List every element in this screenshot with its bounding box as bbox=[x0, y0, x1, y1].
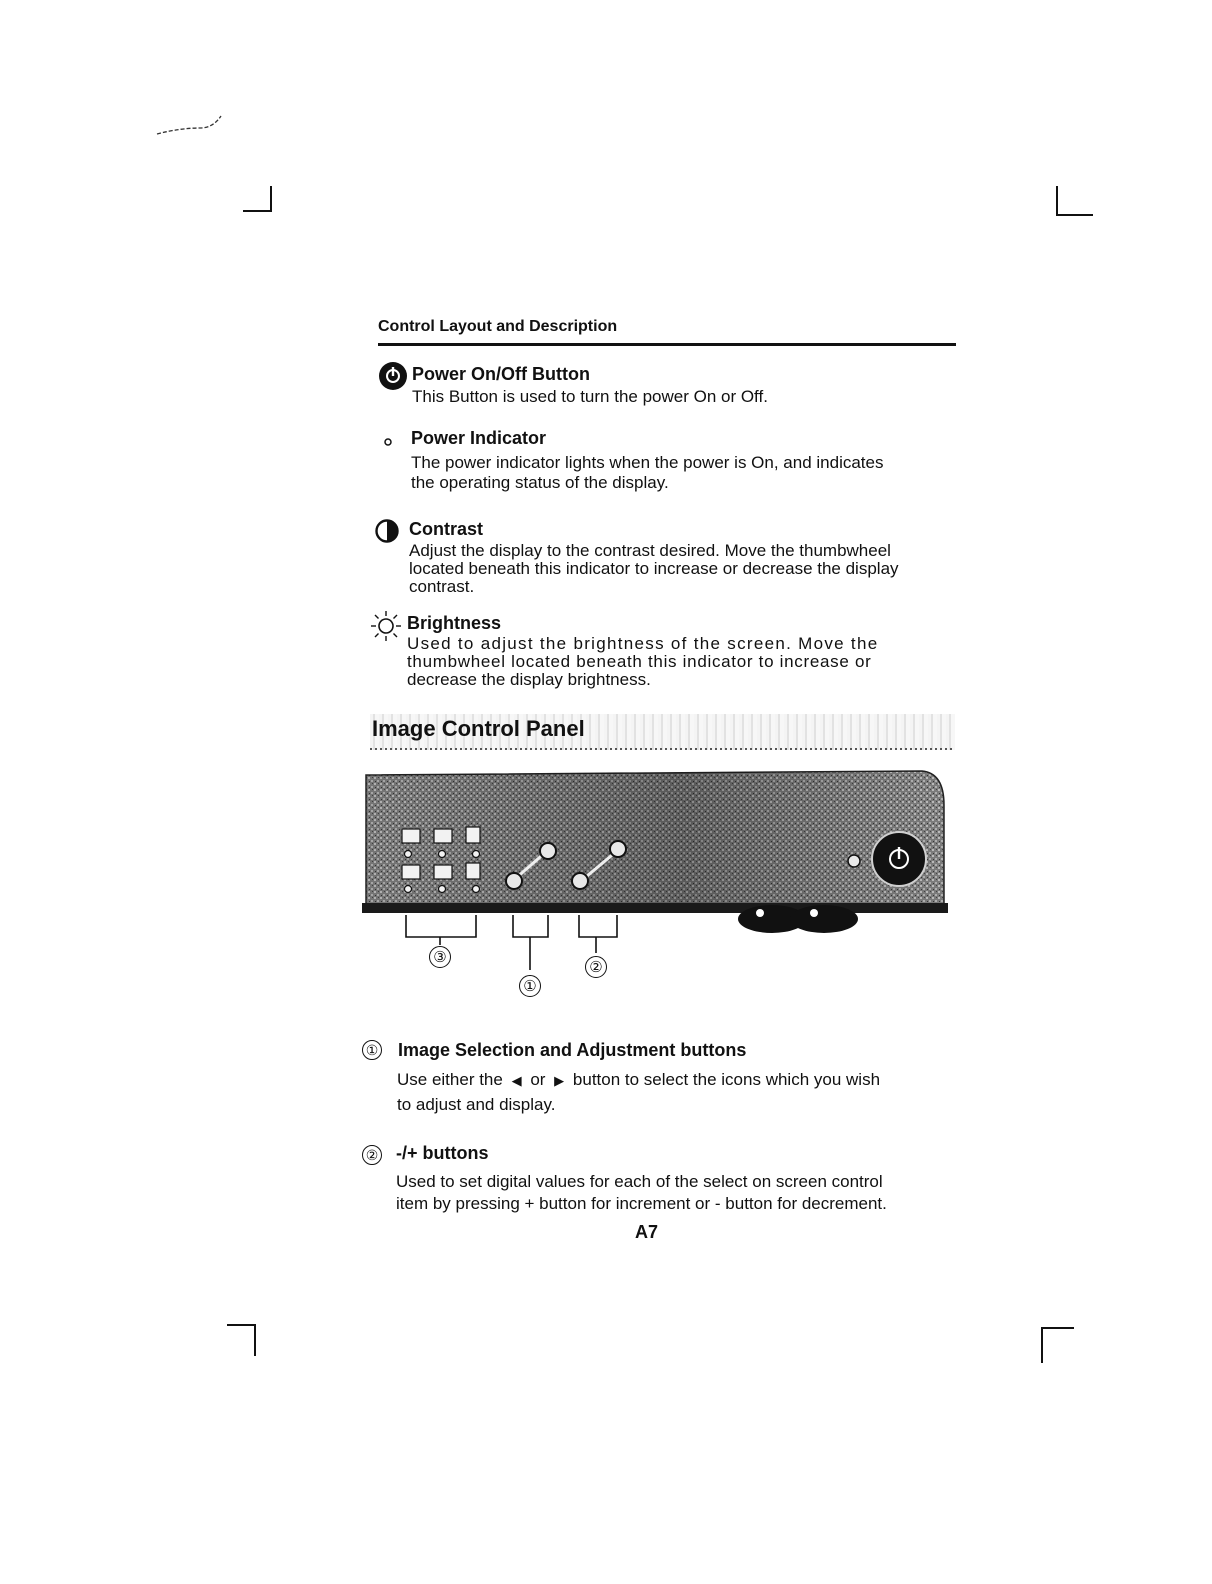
crop-mark-bottom-right bbox=[1041, 1327, 1043, 1363]
left-arrow-icon: ◀ bbox=[511, 1073, 522, 1088]
description-text-2-line1: Used to set digital values for each of the select on screen control bbox=[396, 1172, 883, 1191]
control-panel-illustration bbox=[362, 765, 948, 997]
control-text-power: This Button is used to turn the power On or Off. bbox=[412, 387, 768, 406]
right-arrow-icon: ▶ bbox=[554, 1073, 565, 1088]
control-text-contrast-2: located beneath this indicator to increase or decrease the display bbox=[409, 559, 899, 578]
callout-3-label: ③ bbox=[429, 946, 451, 968]
description-text-1-before: Use either the bbox=[397, 1070, 503, 1089]
control-text-indicator-2: the operating status of the display. bbox=[411, 473, 669, 492]
brightness-icon bbox=[369, 609, 403, 648]
section-divider bbox=[378, 343, 956, 346]
crop-mark-bottom-right-h bbox=[1041, 1327, 1074, 1329]
crop-mark-bottom-left-h bbox=[227, 1324, 256, 1326]
control-text-contrast-1: Adjust the display to the contrast desired. Move the thumbwheel bbox=[409, 541, 891, 560]
contrast-icon bbox=[374, 518, 400, 549]
control-text-indicator-1: The power indicator lights when the power is On, and indicates bbox=[411, 453, 884, 472]
description-title-1: Image Selection and Adjustment buttons bbox=[398, 1040, 747, 1060]
description-title-2: -/+ buttons bbox=[396, 1143, 489, 1163]
crop-mark-bottom-left bbox=[254, 1324, 256, 1356]
power-icon bbox=[378, 361, 408, 396]
control-text-contrast-3: contrast. bbox=[409, 577, 475, 596]
section-title: Control Layout and Description bbox=[378, 318, 618, 335]
callout-1-label: ① bbox=[519, 975, 541, 997]
crop-mark-top-right bbox=[1056, 186, 1058, 216]
control-text-brightness-3: decrease the display brightness. bbox=[407, 670, 651, 689]
crop-mark-top-left bbox=[270, 186, 272, 212]
control-title-power: Power On/Off Button bbox=[412, 364, 590, 384]
description-text-2-line2: item by pressing + button for increment or - button for decrement. bbox=[396, 1194, 887, 1213]
control-title-indicator: Power Indicator bbox=[411, 428, 547, 448]
control-text-brightness-2: thumbwheel located beneath this indicator to increase or bbox=[407, 652, 872, 671]
description-number-1: ① bbox=[362, 1040, 382, 1060]
page-number: A7 bbox=[635, 1222, 659, 1242]
description-number-2: ② bbox=[362, 1145, 382, 1165]
crop-mark-top-right-h bbox=[1056, 214, 1093, 216]
crop-mark-top-left-h bbox=[243, 210, 272, 212]
control-title-contrast: Contrast bbox=[409, 519, 484, 539]
description-text-1 bbox=[397, 1067, 880, 1093]
scan-mark bbox=[155, 110, 225, 140]
control-text-brightness-1: Used to adjust the brightness of the screen. Move the bbox=[407, 634, 879, 653]
indicator-dot-icon bbox=[383, 434, 393, 452]
panel-title: Image Control Panel bbox=[372, 716, 585, 741]
description-text-1-line2: to adjust and display. bbox=[397, 1095, 556, 1114]
control-title-brightness: Brightness bbox=[407, 613, 502, 633]
panel-title-underline bbox=[370, 748, 955, 750]
description-text-1-or: or bbox=[530, 1070, 546, 1089]
callout-2-label: ② bbox=[585, 956, 607, 978]
description-text-1-after: button to select the icons which you wish bbox=[572, 1070, 881, 1089]
